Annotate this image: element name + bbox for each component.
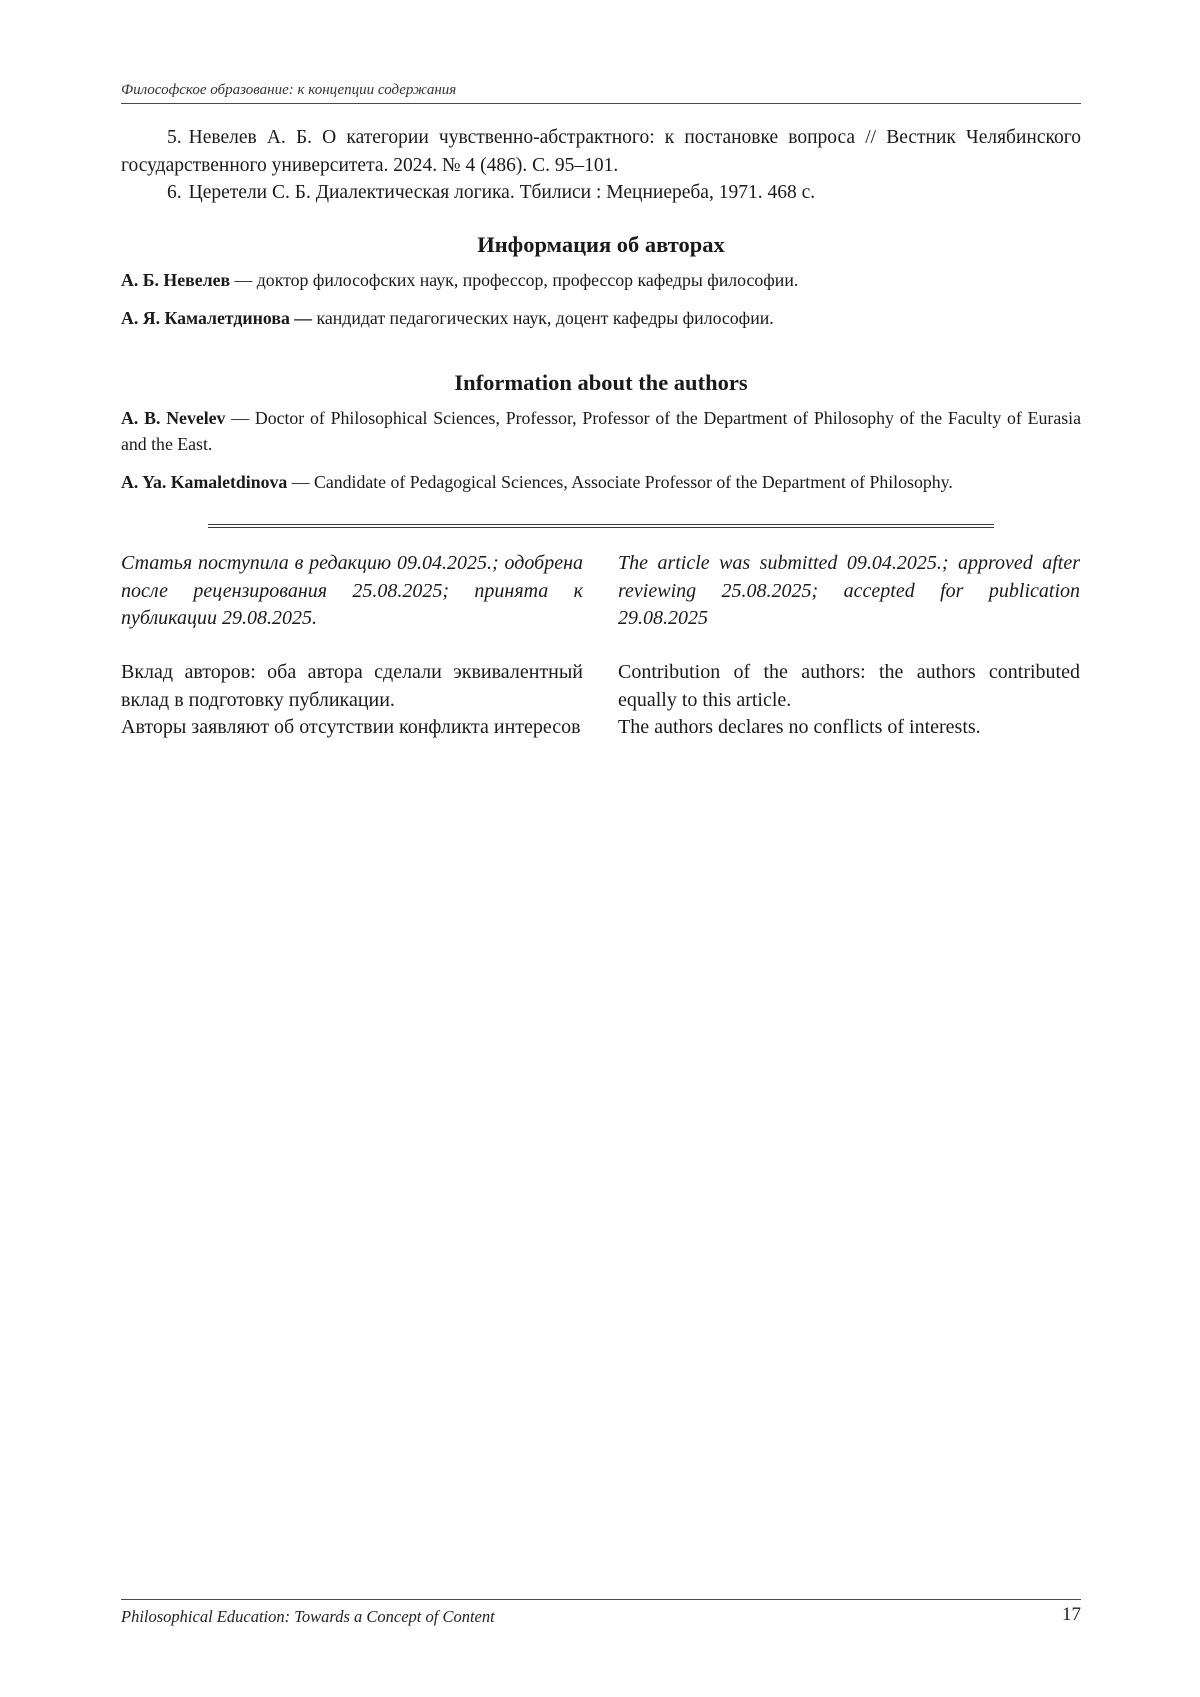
author-info-ru: [121, 267, 1081, 293]
author-info-en: [121, 405, 1081, 457]
author-name: A. B. Nevelev: [121, 408, 226, 428]
reference-text: Церетели С. Б. Диалектическая логика. Тбилиси : Мецниереба, 1971. 468 с.: [188, 182, 816, 203]
reference-number: 6.: [167, 182, 182, 203]
reference-list: [121, 124, 1081, 207]
author-name: А. Б. Невелев: [121, 270, 231, 290]
contribution-block-en: [618, 659, 1080, 742]
header-rule: [121, 103, 1081, 104]
section-divider: [208, 524, 994, 528]
submission-dates-ru: [121, 550, 583, 633]
author-description: кандидат педагогических наук, доцент кафедры философии.: [312, 308, 774, 328]
conflict-text-ru: Авторы заявляют об отсутствии конфликта интересов: [121, 716, 581, 738]
reference-number: 5.: [167, 127, 182, 148]
author-description: — доктор философских наук, профессор, профессор кафедры философии.: [230, 270, 799, 290]
author-info-ru: [121, 305, 1081, 331]
page-number: 17: [1062, 1604, 1081, 1625]
contribution-text-en: Contribution of the authors: the authors contributed equally to this article.: [618, 661, 1080, 711]
author-name: A. Ya. Kamaletdinova: [121, 472, 288, 492]
footer-rule: [121, 1599, 1081, 1600]
contribution-text-ru: Вклад авторов: оба автора сделали эквивалентный вклад в подготовку публикации.: [121, 661, 583, 711]
author-info-en: [121, 469, 1081, 495]
reference-item: [121, 179, 1081, 207]
author-name: А. Я. Камалетдинова —: [121, 308, 313, 328]
journal-page: [121, 0, 1081, 1697]
contribution-block-ru: [121, 659, 583, 742]
author-description: — Doctor of Philosophical Sciences, Professor, Professor of the Department of Philosophy of the Faculty of Eurasia and the East.: [121, 408, 1081, 454]
running-footer: Philosophical Education: Towards a Concept of Content: [121, 1607, 495, 1626]
authors-info-title-en: Information about the authors: [454, 370, 748, 395]
authors-info-title-ru: Информация об авторах: [477, 232, 725, 257]
reference-item: [121, 124, 1081, 179]
submission-text-ru: Статья поступила в редакцию 09.04.2025.; одобрена после рецензирования 25.08.2025; принята к публикации 29.08.2025.: [121, 552, 583, 629]
submission-dates-en: [618, 550, 1080, 633]
running-header: Философское образование: к концепции содержания: [121, 82, 457, 98]
submission-text-en: The article was submitted 09.04.2025.; approved after reviewing 25.08.2025; accepted for publication 29.08.2025: [618, 552, 1080, 629]
author-description: — Candidate of Pedagogical Sciences, Associate Professor of the Department of Philosophy.: [287, 472, 953, 492]
reference-text: Невелев А. Б. О категории чувственно-абстрактного: к постановке вопроса // Вестник Челябинского государственного университета. 2024. № 4 (486). С. 95–101.: [121, 127, 1081, 176]
conflict-text-en: The authors declares no conflicts of interests.: [618, 716, 981, 738]
